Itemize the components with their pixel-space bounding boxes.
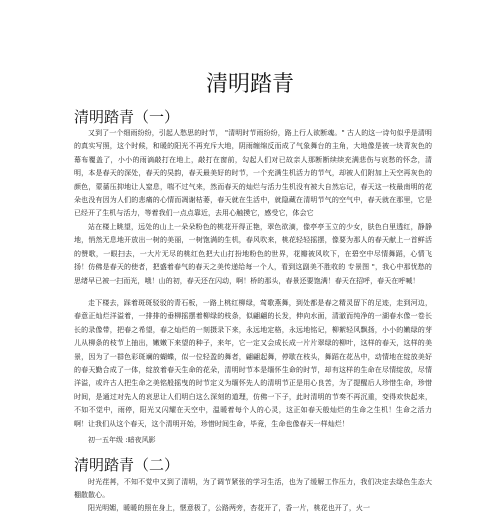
section-1-paragraph-3: 走下楼去，踩着斑斑驳驳的青石板，一路上桃红柳绿，莺歌燕舞，到处都是春之精灵留下的足迹，走到河边，春意正灿烂洋溢着，一排排的垂柳摇摆着柳绿的枝条，似翩翩的长发，伸向水面，清澈而纯净的一湖春水像一卷长长的录像带，把春之希望，春之灿烂的一刻摄录下来，永远地定格，永远地铭记，柳絮轻风飘扬，小小的嫩绿的芽儿从柳条的枝节上抽出，嫩嫩下来望的种子，来年，它一定又会成长成一片片翠绿的柳叶，这样的春天，这样的美景，因为了一群色彩斑斓的蝴蝶，似一位轻盈的舞者，翩翩起舞，停歇在枝头，舞蹈在花丛中，动情地在绽放美好的春天勤合成了一体，绽放着春天生命的花朵，清明时节本是缅怀生命的时节，却有这样的生命在尽情绽放，尽情洋溢，或许古人把生命之美铭般摇曳的时节定义为缅怀先人的清明节正是用心良苦，为了提醒后人珍惜生命，珍惜时间，是通过对先人的哀思让人们明白这么深刻的道理，仿佛一下子，此时清明的节奏不再沉重，变得欢快起来，不如不觉中，雨停，阳光又闪耀在天空中，温暖着每个人的心灵，这正如春天般灿烂的生命之生机！生命之活力啊！: [74, 299, 432, 428]
section-2-paragraph-2: 阳光明媚，暖暖的照在身上，惬意极了，公路两旁，杏花开了，香一片，桃花也开了，火一: [88, 504, 370, 512]
section-heading-2: 清明踏青（二）: [74, 456, 180, 474]
section-1-paragraph-4: 让我们从这个春天，这个清明开始，珍惜时间生命，毕竟，生命也像春天一样灿烂！: [88, 420, 349, 428]
section-1-paragraph-2: 站在楼上眺望，远处的山上一朵朵粉色的桃花开得正艳，翠色欲滴，像亭亭玉立的少女，肤色白里透红，静静地，悄然无息地开放出一树的美丽，一树饱满的生机，春风吹来，桃花轻轻摇摆，像要为那人的春天献上一首鲜活的赞歌，一眼扫去，一大片无尽的桃红色把大山打扮地粉色的世界，花瓣被风吹下，在碧空中尽情舞蹈，心情飞扬！仿佛是春天的使者，把盛着春气的春天之美传递给每一个人，看到这副美不胜收的 专景图 "，我心中那忧愁的思绪早已被一扫而光，哦！山的初，春天还在闪动，啊！桥的那头，春景还要饱满！春天在招呼，春天在呼喊！: [74, 223, 432, 285]
section-1-paragraph-1: 又到了一个细雨纷纷，引起人愁思的时节， "清明时节雨纷纷，路上行人欲断魂。" 古人的这一诗句似乎是清明的真实写照，这个时候，和暖的阳光不再充斥大地，阴雨缠绵反而成了气象舞台的主角，大地像是被一块青灰色的幕布覆盖了，小小的雨滴敲打在地上，敲打在窗前，勾起人们对已故亲人那断断续续充满悲伤与哀愁的怀念，清明，本是春天的深处，春天的旲韵，春天最美好的时节，一个充满生机活力的节气，却被人们附加上天空再灰色的颜色，蒙蔷压抑地让人窒息，喘不过气来，然而春天的灿烂与活力生机没有被大自然忘记，春天这一枝最南明的花朵也没有因为人们的悲痛的心情而凋谢枯萎，春天就在生活中，就隐藏在清明节气的空气中，春天就在那里，它是已经开了生机与活力，等着我们一点点靠近，去用心触摸它，感受它，体会它: [74, 129, 432, 218]
section-heading-1: 清明踏青（一）: [74, 108, 180, 126]
document-title: 清明踏青: [205, 72, 294, 97]
section-2-paragraph-1: 时光荏苒，不知不觉中又到了清明，为了调节紧张的学习生活，也为了缓解工作压力，我们决定去绿色生态大棚散散心。: [74, 478, 432, 500]
section-1-signature: 初一五年级 :暗夜风影: [88, 436, 156, 444]
